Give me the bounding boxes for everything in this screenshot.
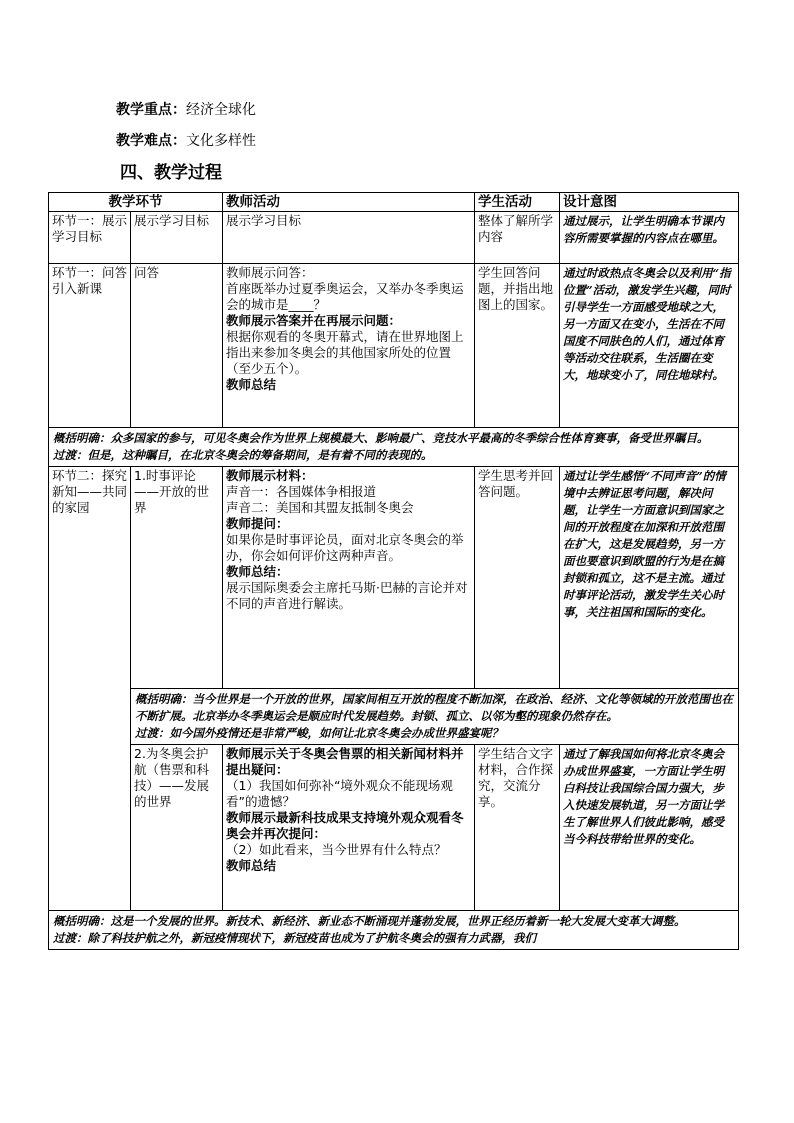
- student-cell: 学生思考并回答问题。: [475, 467, 560, 689]
- teacher-line: 教师展示材料：: [226, 468, 314, 483]
- teacher-line: 教师展示关于冬奥会售票的相关新闻材料并提出疑问：: [226, 746, 464, 777]
- summary-text: 概括明确：当今世界是一个开放的世界，国家间相互开放的程度不断加深，在政治、经济、文化等领域的开放范围也在不断扩展。北京举办冬季奥运会是顺应时代发展趋势。封锁、孤立、以邻为壑的现象仍然存在。: [135, 692, 733, 723]
- stage-cell: 环节一：问答引入新课: [49, 264, 131, 428]
- teacher-line: 教师展示答案并在再展示问题：: [226, 313, 402, 328]
- summary-row: [49, 689, 739, 745]
- teacher-line: 教师提问：: [226, 516, 289, 531]
- stage-cell: 环节一：展示学习目标: [49, 212, 131, 264]
- teacher-cell: [223, 467, 475, 689]
- summary-text: 概括明确：这是一个发展的世界。新技术、新经济、新业态不断涌现并蓬勃发展，世界正经历着新一轮大发展大变革大调整。: [53, 914, 686, 928]
- summary-row: [49, 428, 739, 467]
- teacher-cell: [223, 264, 475, 428]
- teacher-line: （2）如此看来，当今世界有什么特点？: [226, 842, 447, 857]
- table-row: [49, 745, 739, 911]
- teacher-line: 声音二：美国和其盟友抵制冬奥会: [226, 500, 414, 515]
- transition-text: 过渡：除了科技护航之外，新冠疫情现状下，新冠疫苗也成为了护航冬奥会的强有力武器，我们: [53, 931, 536, 945]
- header-stage: 教学环节: [49, 193, 223, 212]
- table-row: [49, 264, 739, 428]
- teaching-process-table: [48, 192, 739, 950]
- teaching-focus-value: 经济全球化: [186, 102, 256, 118]
- summary-text: 概括明确：众多国家的参与，可见冬奥会作为世界上规模最大、影响最广、竞技水平最高的冬季综合性体育赛事，备受世界瞩目。: [53, 431, 709, 445]
- teacher-line: （1）我国如何弥补“境外观众不能现场观看”的遗憾？: [226, 778, 453, 809]
- section-title: 四、教学过程: [120, 163, 222, 183]
- sub-cell: 展示学习目标: [131, 212, 223, 264]
- intent-cell: 通过展示，让学生明确本节课内容所需要掌握的内容点在哪里。: [560, 212, 739, 264]
- sub-cell: 1.时事评论——开放的世界: [131, 467, 223, 689]
- teacher-line: 声音一：各国媒体争相报道: [226, 484, 377, 499]
- intent-cell: 通过了解我国如何将北京冬奥会办成世界盛宴，一方面让学生明白科技让我国综合国力强大，步入快速发展轨道，另一方面让学生了解世界人们彼此影响，感受当今科技带给世界的变化。: [560, 745, 739, 911]
- student-cell: 学生结合文字材料，合作探究，交流分享。: [475, 745, 560, 911]
- header-student: 学生活动: [475, 193, 560, 212]
- teacher-cell: 展示学习目标: [223, 212, 475, 264]
- summary-cell: [131, 689, 739, 745]
- sub-cell: 2.为冬奥会护航（售票和科技）——发展的世界: [131, 745, 223, 911]
- table-header-row: [49, 193, 739, 212]
- teacher-line: 教师总结: [226, 377, 277, 392]
- summary-row: [49, 911, 739, 950]
- teacher-cell: [223, 745, 475, 911]
- sub-cell: 问答: [131, 264, 223, 428]
- teacher-line: 教师展示问答：: [226, 265, 314, 280]
- table-row: [49, 467, 739, 689]
- teacher-line: 教师总结: [226, 858, 277, 873]
- teacher-line: 如果你是时事评论员，面对北京冬奥会的举办，你会如何评价这两种声音。: [226, 532, 464, 563]
- teaching-difficulty: [116, 131, 256, 151]
- header-teacher: 教师活动: [223, 193, 475, 212]
- teacher-line: 展示国际奥委会主席托马斯·巴赫的言论并对不同的声音进行解读。: [226, 580, 468, 611]
- teaching-difficulty-value: 文化多样性: [186, 133, 256, 149]
- intent-cell: 通过时政热点冬奥会以及利用“指位置”活动，激发学生兴趣，同时引导学生一方面感受地球之大，另一方面又在变小，生活在不同国度不同肤色的人们，通过体育等活动交往联系，生活圈在变大，地球变小了，同住地球村。: [560, 264, 739, 428]
- summary-cell: [49, 911, 739, 950]
- student-cell: 学生回答问题，并指出地图上的国家。: [475, 264, 560, 428]
- transition-text: 过渡：但是，这种瞩目，在北京冬奥会的筹备期间，是有着不同的表现的。: [53, 448, 433, 462]
- teaching-difficulty-label: 教学难点：: [116, 133, 186, 149]
- teacher-line: 首座既举办过夏季奥运会，又举办冬季奥运会的城市是____？: [226, 281, 464, 312]
- table-row: [49, 212, 739, 264]
- teacher-line: 教师总结：: [226, 564, 289, 579]
- student-cell: 整体了解所学内容: [475, 212, 560, 264]
- teaching-focus-label: 教学重点：: [116, 102, 186, 118]
- teaching-focus: [116, 100, 256, 120]
- summary-cell: [49, 428, 739, 467]
- transition-text: 过渡：如今国外疫情还是非常严峻，如何让北京冬奥会办成世界盛宴呢？: [135, 726, 503, 740]
- intent-cell: 通过让学生感悟“不同声音”的情境中去辨证思考问题，解决问题，让学生一方面意识到国家之间的开放程度在加深和开放范围在扩大，这是发展趋势，另一方面也要意识到欧盟的行为是在搞封锁和孤立，这不是主流。通过时事评论活动，激发学生关心时事，关注祖国和国际的变化。: [560, 467, 739, 689]
- header-intent: 设计意图: [560, 193, 739, 212]
- teacher-line: 教师展示最新科技成果支持境外观众观看冬奥会并再次提问：: [226, 810, 464, 841]
- stage-cell: 环节二：探究新知——共同的家园: [49, 467, 131, 911]
- teacher-line: 根据你观看的冬奥开幕式，请在世界地图上指出来参加冬奥会的其他国家所处的位置（至少五个）。: [226, 329, 464, 376]
